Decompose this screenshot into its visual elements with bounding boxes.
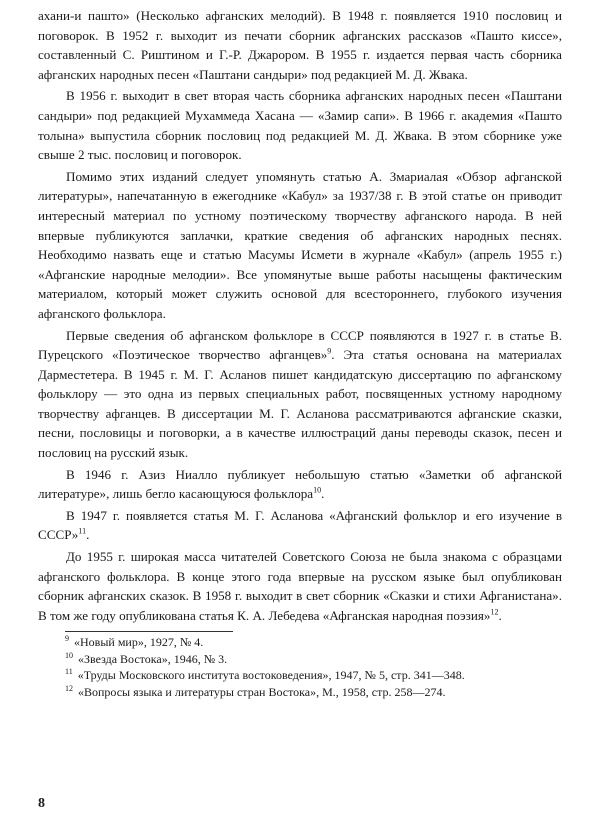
paragraph-4-tail: . Эта статья основана на материалах Дарместетера. В 1945 г. М. Г. Асланов пишет кандидатскую диссертацию по афганскому фольклору — это одна из первых специальных работ, посвященных устному народному творчеству афганцев. В диссертации М. Г. Асланова рассматриваются афганские сказки, песни, пословицы и поговорки, а в качестве иллюстраций даны переводы сказок, песен и пословиц на русский язык.	[38, 347, 562, 461]
paragraph-4-text: Первые сведения об афганском фольклоре в СССР появляются в 1927 г. в статье В. Пурецского «Поэтическое творчество афганцев»	[38, 327, 562, 363]
footnote-number: 11	[65, 667, 73, 677]
footnote-number: 10	[65, 650, 73, 660]
footnote-ref-10: 10	[313, 485, 322, 495]
footnote-ref-12: 12	[490, 607, 499, 617]
main-text	[38, 6, 562, 625]
footnote-text: «Труды Московского института востоковедения», 1947, № 5, стр. 341—348.	[77, 668, 465, 683]
page-number: 8	[38, 796, 45, 811]
footnote-number: 12	[65, 683, 73, 693]
paragraph-6-text: В 1947 г. появляется статья М. Г. Асланова «Афганский фольклор и его изучение в СССР»	[38, 507, 562, 543]
paragraph-1-text: ахани-и пашто» (Несколько афганских мелодий). В 1948 г. появляется 1910 пословиц и поговорок. В 1952 г. выходит из печати сборник афганских рассказов «Пашто киссе», составленный С. Риштином и Г.-Р. Джарором. В 1955 г. издается первая часть сборника афганских народных песен «Паштани сандыри» под редакцией М. Д. Жвака.	[38, 8, 562, 82]
footnote-text: «Звезда Востока», 1946, № 3.	[78, 651, 228, 666]
footnote-10	[38, 651, 562, 667]
paragraph-4	[38, 326, 562, 463]
paragraph-1	[38, 6, 562, 84]
footnote-text: «Новый мир», 1927, № 4.	[74, 635, 204, 650]
footnote-text: «Вопросы языка и литературы стран Востока», М., 1958, стр. 258—274.	[78, 684, 446, 699]
paragraph-2	[38, 86, 562, 164]
footnote-9	[38, 634, 562, 650]
footnote-12	[38, 684, 562, 700]
paragraph-5-text: В 1946 г. Азиз Ниалло публикует небольшую статью «Заметки об афганской литературе», лишь бегло касающуюся фольклора	[38, 466, 562, 502]
paragraph-3	[38, 167, 562, 324]
footnotes	[38, 634, 562, 700]
footnote-11	[38, 667, 562, 683]
footnote-ref-11: 11	[78, 527, 87, 537]
paragraph-5-tail: .	[321, 486, 325, 502]
paragraph-7-tail: .	[498, 607, 502, 623]
paragraph-6-tail: .	[86, 527, 90, 543]
paragraph-7-text: До 1955 г. широкая масса читателей Советского Союза не была знакома с образцами афганского фольклора. В конце этого года впервые на русском языке был опубликован сборник афганских сказок. В 1958 г. выходит в свет сборник «Сказки и стихи Афганистана». В том же году опубликована статья К. А. Лебедева «Афганская народная поэзия»	[38, 549, 562, 623]
paragraph-2-text: В 1956 г. выходит в свет вторая часть сборника афганских народных песен «Паштани сандыри» под редакцией Мухаммеда Хасана — «Замир сапи». В 1966 г. академия «Пашто толына» выпустила сборник пословиц под редакцией М. Д. Жвака. В этом сборнике уже свыше 2 тыс. пословиц и поговорок.	[38, 88, 562, 163]
footnote-divider	[65, 631, 233, 632]
page-body	[38, 6, 562, 700]
paragraph-7	[38, 547, 562, 625]
footnote-number: 9	[65, 634, 69, 644]
paragraph-6	[38, 506, 562, 545]
paragraph-3-text: Помимо этих изданий следует упомянуть статью А. Змариалая «Обзор афганской литературы», напечатанную в ежегоднике «Кабул» за 1937/38 г. В этой статье он приводит интересный материал по устному поэтическому творчеству афганского народа. В ней впервые публикуются заплачки, краткие сведения об афганских народных песнях. Необходимо назвать еще и статью Масумы Исмети в журнале «Кабул» (апрель 1955 г.) «Афганские народные мелодии». Все упомянутые выше работы насыщены фактическим материалом, который может служить основой для всестороннего, глубокого изучения афганского фольклора.	[38, 168, 562, 321]
paragraph-5	[38, 465, 562, 504]
footnote-ref-9: 9	[327, 346, 332, 356]
